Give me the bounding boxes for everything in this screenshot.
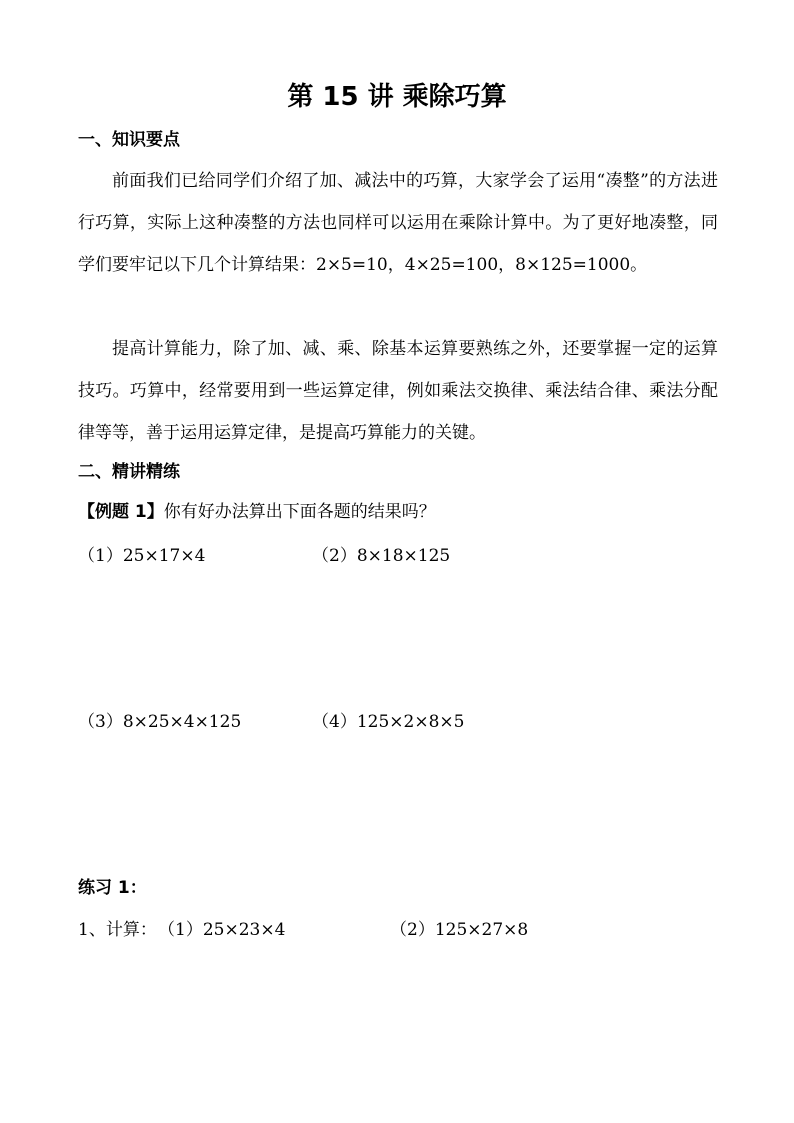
example-item-2: （2）8×18×125: [312, 546, 451, 566]
section-heading-practice: 二、精讲精练: [78, 462, 180, 482]
example-label: 【例题 1】: [78, 502, 164, 522]
section-heading-knowledge: 一、知识要点: [78, 130, 180, 150]
practice-line-prefix: 1、计算：: [78, 920, 157, 940]
example-item-4: （4）125×2×8×5: [312, 712, 465, 732]
example-question: 你有好办法算出下面各题的结果吗？: [163, 502, 436, 522]
paragraph-intro: 前面我们已给同学们介绍了加、减法中的巧算，大家学会了运用“凑整”的方法进行巧算，实际上这种凑整的方法也同样可以运用在乘除计算中。为了更好地凑整，同学们要牢记以下几个计算结果：2×5=10，4×25=100，8×125=1000。: [78, 171, 718, 275]
example-line: [78, 500, 436, 524]
practice-item-2: （2）125×27×8: [390, 920, 529, 940]
practice-item-1: （1）25×23×4: [158, 920, 286, 940]
practice-heading: 练习 1：: [78, 878, 147, 898]
example-item-3: （3）8×25×4×125: [78, 712, 242, 732]
page-title: 第 15 讲 乘除巧算: [287, 82, 507, 112]
paragraph-skills: 提高计算能力，除了加、减、乘、除基本运算要熟练之外，还要掌握一定的运算技巧。巧算中，经常要用到一些运算定律，例如乘法交换律、乘法结合律、乘法分配律等等，善于运用运算定律，是提高巧算能力的关键。: [78, 339, 718, 443]
example-item-1: （1）25×17×4: [78, 546, 206, 566]
